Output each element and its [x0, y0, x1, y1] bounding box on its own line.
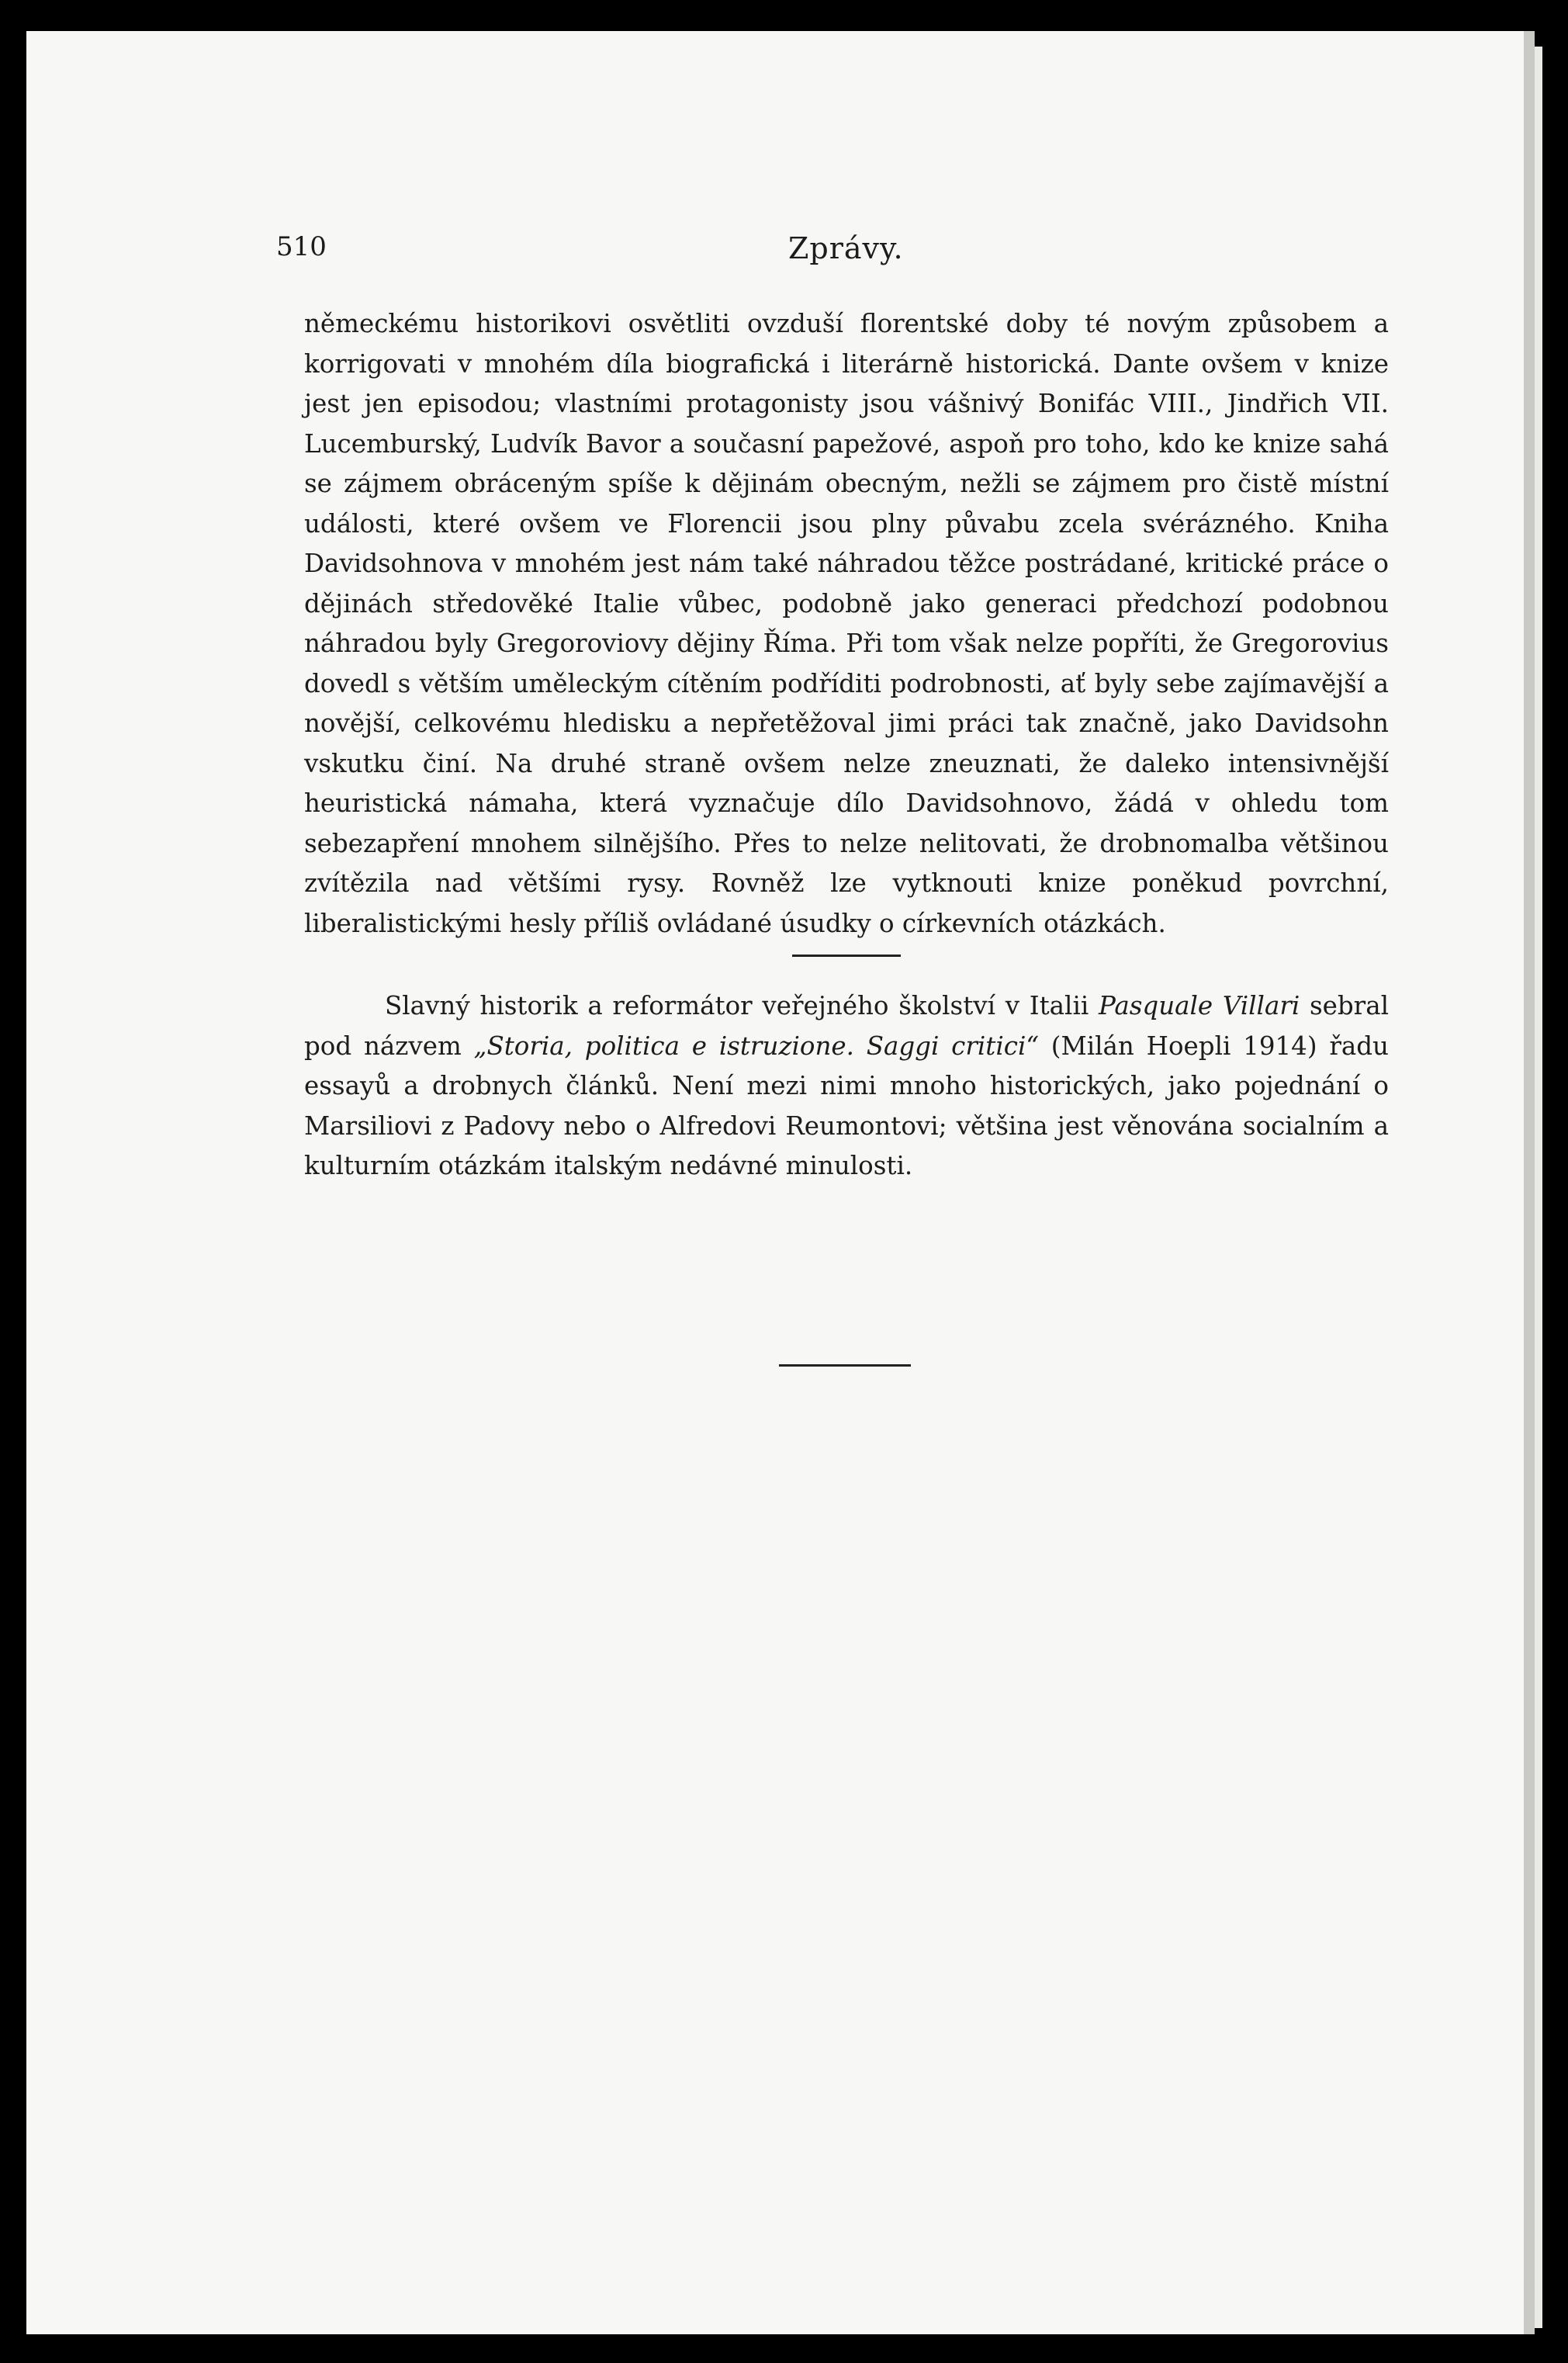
page-number: 510 — [276, 231, 327, 262]
paragraph-2 — [304, 986, 1389, 1187]
paragraph-2-rest: (Milán Hoepli 1914) řadu essayů a drobnych článků. Není mezi nimi mnoho historických, jako pojednání o Marsiliovi z Padovy nebo o Alfredovi Reumontovi; většina jest věnována socialním a kulturním otázkám italským nedávné minulosti. — [304, 1031, 1389, 1180]
page-edge — [1524, 31, 1535, 2334]
section-divider — [792, 955, 901, 957]
author-name: Pasquale Villari — [1098, 991, 1300, 1020]
page-header — [276, 231, 1386, 278]
page-edge-inner — [1535, 47, 1542, 2328]
body-text — [304, 304, 1389, 1187]
running-head: Zprávy. — [788, 231, 904, 265]
paragraph-1: německému historikovi osvětliti ovzduší florentské doby té novým způsobem a korrigovati v mnohém díla biografická i literárně historická. Dante ovšem v knize jest jen episodou; vlastními protagonisty jsou vášnivý Bonifác VIII., Jindřich VII. Lucemburský, Ludvík Bavor a současní papežové, aspoň pro toho, kdo ke knize sahá se zájmem obráceným spíše k dějinám obecným, nežli se zájmem pro čistě místní události, které ovšem ve Florencii jsou plny půvabu zcela svérázného. Kniha Davidsohnova v mnohém jest nám také náhradou těžce postrádané, kritické práce o dějinách středověké Italie vůbec, podobně jako generaci předchozí podobnou náhradou byly Gregoroviovy dějiny Říma. Při tom však nelze popříti, že Gregorovius dovedl s větším uměleckým cítěním podříditi podrobnosti, ať byly sebe zajímavější a novější, celkovému hledisku a nepřetěžoval jimi práci tak značně, jako Davidsohn vskutku činí. Na druhé straně ovšem nelze zneuznati, že daleko intensivnější heuristická námaha, která vyznačuje dílo Davidsohnovo, žádá v ohledu tom sebezapření mnohem silnějšího. Přes to nelze nelitovati, že drobnomalba většinou zvítězila nad většími rysy. Rovněž lze vytknouti knize poněkud povrchní, liberalistickými hesly příliš ovládané úsudky o církevních otázkách. — [304, 309, 1389, 938]
paragraph-2-mid: sebral pod názvem — [304, 991, 1389, 1061]
book-title: „Storia, politica e istruzione. Saggi critici“ — [473, 1031, 1039, 1061]
end-rule — [779, 1364, 911, 1367]
paragraph-2-lead: Slavný historik a reformátor veřejného školství v Italii — [385, 991, 1089, 1020]
